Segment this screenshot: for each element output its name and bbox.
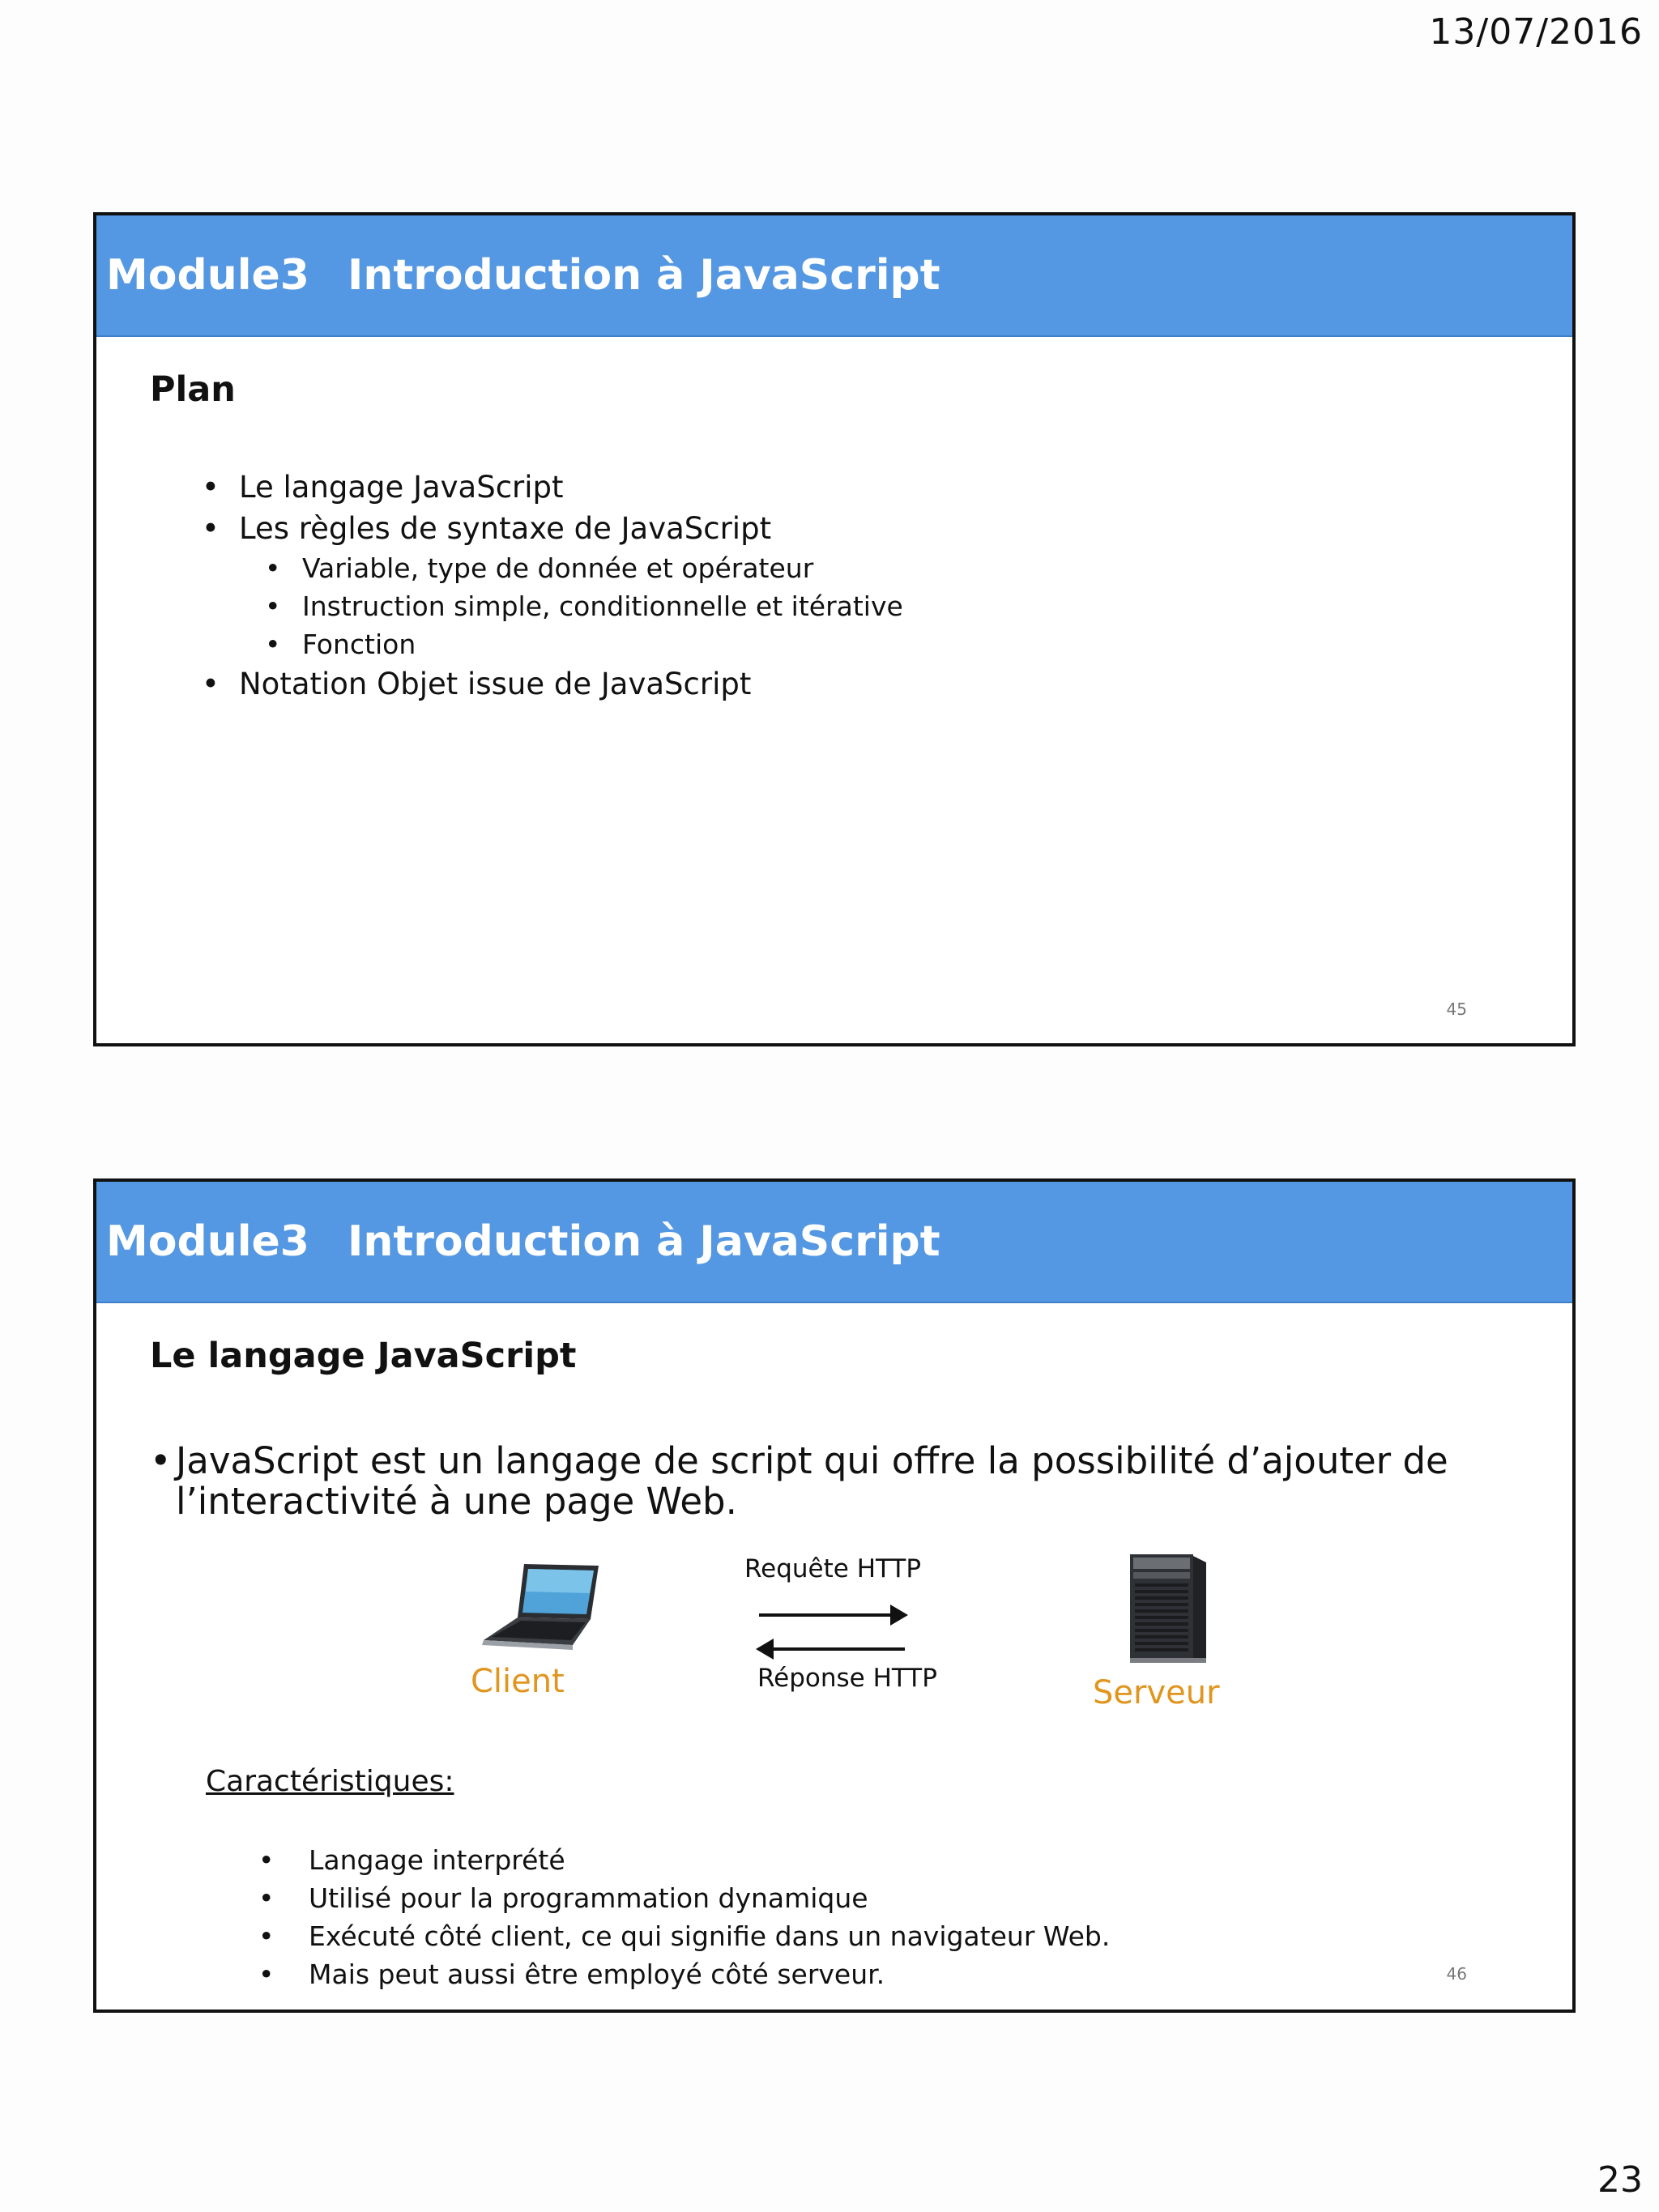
slide-header	[96, 215, 1572, 337]
response-arrow	[761, 1647, 905, 1651]
intro-text: JavaScript est un langage de script qui offre la possibilité d’ajouter de l’interactivité à une page Web.	[176, 1439, 1448, 1523]
slide-plan	[93, 212, 1576, 1046]
request-label: Requête HTTP	[744, 1554, 922, 1583]
request-arrow	[759, 1613, 903, 1617]
section-title: Plan	[150, 369, 236, 410]
list-item: • Utilisé pour la programmation dynamique	[258, 1879, 1110, 1917]
client-label: Client	[471, 1663, 565, 1700]
slide-number: 46	[1446, 1964, 1467, 1984]
list-item: • Langage interprété	[258, 1841, 1110, 1879]
slide-title: Introduction à JavaScript	[348, 251, 940, 300]
list-item: • Mais peut aussi être employé côté serveur.	[258, 1955, 1110, 1993]
response-label: Réponse HTTP	[757, 1664, 937, 1693]
intro-bullet: •	[150, 1439, 172, 1482]
slide-number: 45	[1446, 999, 1467, 1019]
list-item: • Notation Objet issue de JavaScript	[202, 663, 903, 705]
slide-title: Introduction à JavaScript	[348, 1217, 940, 1266]
page-number: 23	[1597, 2159, 1643, 2201]
slide-javascript-language	[93, 1178, 1576, 2013]
list-item: • Les règles de syntaxe de JavaScript	[202, 508, 903, 549]
module-label: Module3	[106, 1217, 309, 1266]
server-label: Serveur	[1093, 1674, 1220, 1711]
server-tower-icon	[1124, 1551, 1208, 1664]
list-subitem: • Instruction simple, conditionnelle et itérative	[202, 587, 903, 625]
section-title: Le langage JavaScript	[150, 1336, 577, 1376]
slide-header	[96, 1182, 1572, 1303]
module-label: Module3	[106, 251, 309, 300]
list-item: • Le langage JavaScript	[202, 467, 903, 508]
list-item: • Exécuté côté client, ce qui signifie dans un navigateur Web.	[258, 1917, 1110, 1955]
features-list	[258, 1841, 1110, 1993]
page-date: 13/07/2016	[1429, 11, 1643, 53]
list-subitem: • Variable, type de donnée et opérateur	[202, 549, 903, 587]
plan-list	[202, 467, 903, 705]
intro-paragraph	[150, 1441, 1551, 1522]
features-title: Caractéristiques:	[206, 1765, 454, 1798]
laptop-icon	[477, 1561, 607, 1652]
list-subitem: • Fonction	[202, 625, 903, 663]
